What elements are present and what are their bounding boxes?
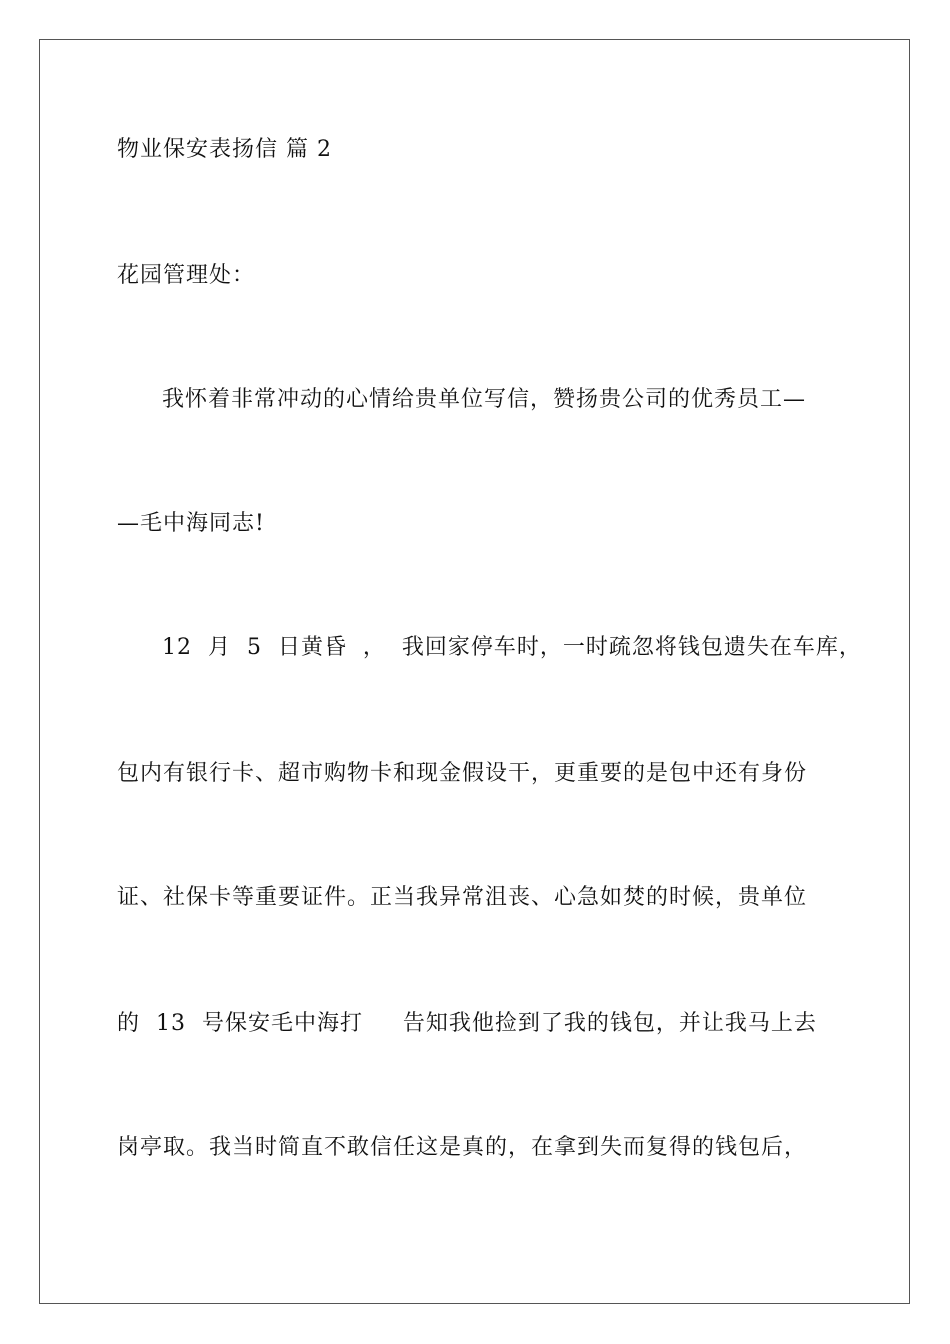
body-line-6: 的 13 号保安毛中海打 告知我他捡到了我的钱包，并让我马上去 (117, 1011, 817, 1036)
body-line-4: 包内有银行卡、超市购物卡和现金假设干，更重要的是包中还有身份 (117, 761, 808, 786)
body-line-2: —毛中海同志! (117, 511, 265, 536)
salutation: 花园管理处： (117, 263, 256, 288)
document-heading: 物业保安表扬信 篇 2 (117, 137, 332, 162)
body-line-3: 12 月 5 日黄昏 ， 我回家停车时，一时疏忽将钱包遗失在车库， (162, 635, 862, 660)
body-line-1: 我怀着非常冲动的心情给贵单位写信，赞扬贵公司的优秀员工— (162, 387, 807, 412)
page-frame (39, 39, 910, 1304)
body-line-5: 证、社保卡等重要证件。正当我异常沮丧、心急如焚的时候，贵单位 (117, 885, 808, 910)
body-line-7: 岗亭取。我当时简直不敢信任这是真的，在拿到失而复得的钱包后， (117, 1135, 808, 1160)
